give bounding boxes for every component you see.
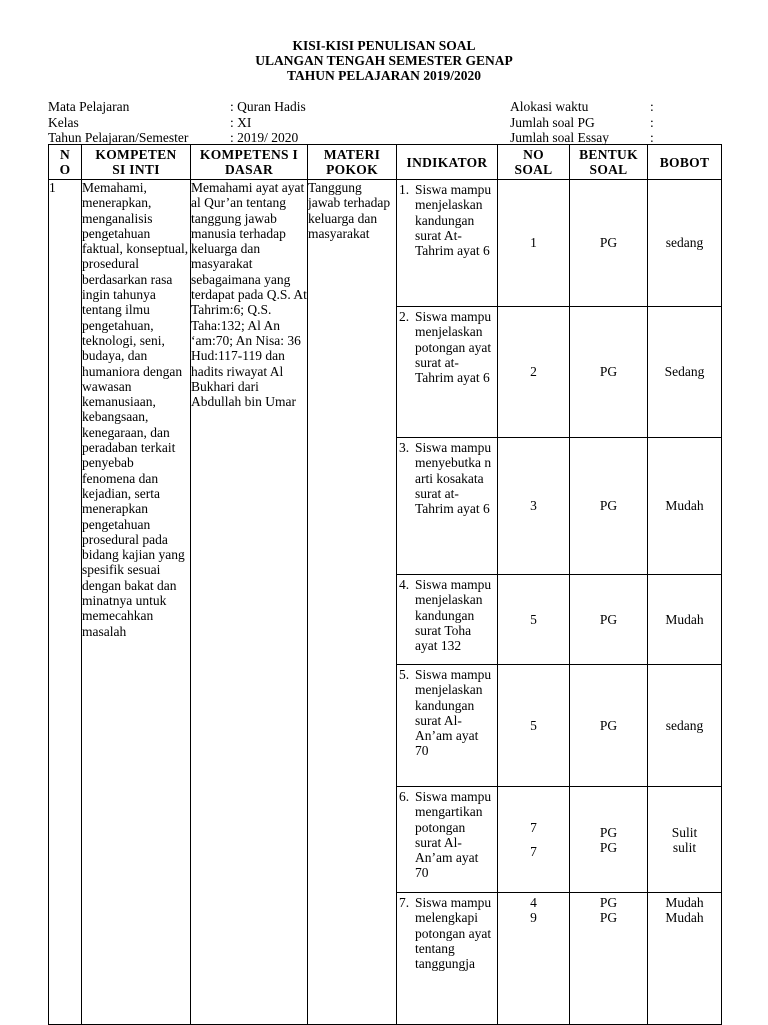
no-soal-value: 4 bbox=[530, 895, 537, 910]
tahun-value: : 2019/ 2020 bbox=[230, 130, 299, 145]
kompetensi-inti-text: Memahami, menerapkan, menganalisis pengetahuan faktual, konseptual, prosedural berdasarkan rasa ingin tahunya tentang ilmu pengetahuan, teknologi, seni, budaya, dan humaniora dengan wawasan kemanusiaan, kebangsaan, kenegaraan, dan peradaban terkait penyebab fenomena dan kejadian, serta menerapkan pengetahuan prosedural pada bidang kajian yang spesifik sesuai dengan bakat dan minatnya untuk memecahkan masalah bbox=[82, 180, 191, 1025]
no-soal-cell bbox=[498, 787, 570, 893]
bobot-cell: Mudah bbox=[648, 438, 722, 575]
indikator-text: Siswa mampu menjelaskan kandungan surat At-Tahrim ayat 6 bbox=[415, 182, 492, 259]
indikator-text: Siswa mampu menjelaskan kandungan surat Toha ayat 132 bbox=[415, 577, 492, 654]
mapel-label: Mata Pelajaran bbox=[48, 99, 130, 114]
bobot-cell: sedang bbox=[648, 180, 722, 307]
header-bentuk-soal: BENTUK SOAL bbox=[570, 145, 648, 180]
header-no-soal: NO SOAL bbox=[498, 145, 570, 180]
essay-label: Jumlah soal Essay bbox=[510, 130, 609, 145]
indikator-text: Siswa mampu menjelaskan kandungan surat Al-An’am ayat 70 bbox=[415, 667, 492, 759]
no-soal-value: 7 bbox=[530, 843, 537, 859]
no-soal-cell bbox=[498, 893, 570, 1025]
kompetensi-dasar-text: Memahami ayat ayat al Qur’an tentang tanggung jawab manusia terhadap keluarga dan masyarakat sebagaimana yang terdapat pada Q.S. At Tahrim:6; Q.S. Taha:132; Al An ‘am:70; An Nisa: 36 Hud:117-119 dan hadits riwayat Al Bukhari dari Abdullah bin Umar bbox=[191, 180, 308, 1025]
alokasi-label: Alokasi waktu bbox=[510, 99, 589, 114]
bobot-value: Sulit bbox=[671, 824, 698, 840]
materi-pokok-text: Tanggung jawab terhadap keluarga dan masyarakat bbox=[308, 180, 397, 1025]
bentuk-soal-value: PG bbox=[599, 839, 618, 855]
indikator-number: 4. bbox=[399, 577, 410, 592]
indikator-cell bbox=[397, 575, 498, 665]
indikator-cell bbox=[397, 307, 498, 438]
no-soal-cell: 1 bbox=[498, 180, 570, 307]
bobot-cell: sedang bbox=[648, 665, 722, 787]
alokasi-value: : bbox=[650, 99, 654, 114]
header-kompetensi-dasar: KOMPETENS I DASAR bbox=[191, 145, 308, 180]
indikator-text: Siswa mampu menjelaskan potongan ayat surat at-Tahrim ayat 6 bbox=[415, 309, 492, 386]
header-row bbox=[49, 145, 722, 180]
doc-title-line-1: KISI-KISI PENULISAN SOAL bbox=[292, 38, 476, 53]
header-indikator: INDIKATOR bbox=[397, 145, 498, 180]
pg-label: Jumlah soal PG bbox=[510, 115, 595, 130]
no-soal-cell: 5 bbox=[498, 575, 570, 665]
indikator-cell bbox=[397, 180, 498, 307]
no-soal-value: 9 bbox=[530, 910, 537, 925]
bentuk-soal-cell: PG bbox=[570, 180, 648, 307]
doc-title-line-2: ULANGAN TENGAH SEMESTER GENAP bbox=[255, 53, 513, 68]
indikator-cell bbox=[397, 438, 498, 575]
no-soal-cell: 2 bbox=[498, 307, 570, 438]
bobot-value: Mudah bbox=[665, 895, 704, 910]
bentuk-soal-cell: PG bbox=[570, 438, 648, 575]
no-soal-cell: 3 bbox=[498, 438, 570, 575]
bentuk-soal-cell bbox=[570, 893, 648, 1025]
bobot-cell bbox=[648, 787, 722, 893]
no-soal-value: 7 bbox=[530, 820, 537, 836]
indikator-text: Siswa mampu menyebutka n arti kosakata surat at-Tahrim ayat 6 bbox=[415, 440, 492, 517]
indikator-cell bbox=[397, 787, 498, 893]
header-bobot: BOBOT bbox=[648, 145, 722, 180]
bentuk-soal-cell: PG bbox=[570, 665, 648, 787]
indikator-number: 5. bbox=[399, 667, 410, 682]
indikator-number: 2. bbox=[399, 309, 410, 324]
essay-value: : bbox=[650, 130, 654, 145]
header-materi-pokok: MATERI POKOK bbox=[308, 145, 397, 180]
bentuk-soal-cell bbox=[570, 787, 648, 893]
kelas-label: Kelas bbox=[48, 115, 79, 130]
bobot-cell: Mudah bbox=[648, 575, 722, 665]
kisi-kisi-table bbox=[48, 144, 722, 1025]
bobot-value: Mudah bbox=[665, 910, 704, 925]
bobot-cell bbox=[648, 893, 722, 1025]
bentuk-soal-cell: PG bbox=[570, 575, 648, 665]
bentuk-soal-cell: PG bbox=[570, 307, 648, 438]
kelas-value: : XI bbox=[230, 115, 252, 130]
bentuk-soal-value: PG bbox=[599, 910, 618, 925]
indikator-number: 7. bbox=[399, 895, 410, 910]
indikator-number: 1. bbox=[399, 182, 410, 197]
no-soal-cell: 5 bbox=[498, 665, 570, 787]
mapel-value: : Quran Hadis bbox=[230, 99, 306, 114]
bobot-value: sulit bbox=[672, 839, 697, 855]
indikator-number: 3. bbox=[399, 440, 410, 455]
bobot-cell: Sedang bbox=[648, 307, 722, 438]
bentuk-soal-value: PG bbox=[599, 895, 618, 910]
row-number: 1 bbox=[49, 180, 82, 1025]
table-row bbox=[49, 180, 722, 307]
indikator-cell bbox=[397, 665, 498, 787]
doc-title-line-3: TAHUN PELAJARAN 2019/2020 bbox=[286, 68, 481, 83]
indikator-text: Siswa mampu mengartikan potongan surat Al-An’am ayat 70 bbox=[415, 789, 492, 881]
tahun-label: Tahun Pelajaran/Semester bbox=[48, 130, 189, 145]
pg-value: : bbox=[650, 115, 654, 130]
header-kompetensi-inti: KOMPETEN SI INTI bbox=[82, 145, 191, 180]
bentuk-soal-value: PG bbox=[599, 824, 618, 840]
indikator-number: 6. bbox=[399, 789, 410, 804]
header-no: N O bbox=[49, 145, 82, 180]
indikator-cell bbox=[397, 893, 498, 1025]
indikator-text: Siswa mampu melengkapi potongan ayat tentang tanggungja bbox=[415, 895, 492, 972]
